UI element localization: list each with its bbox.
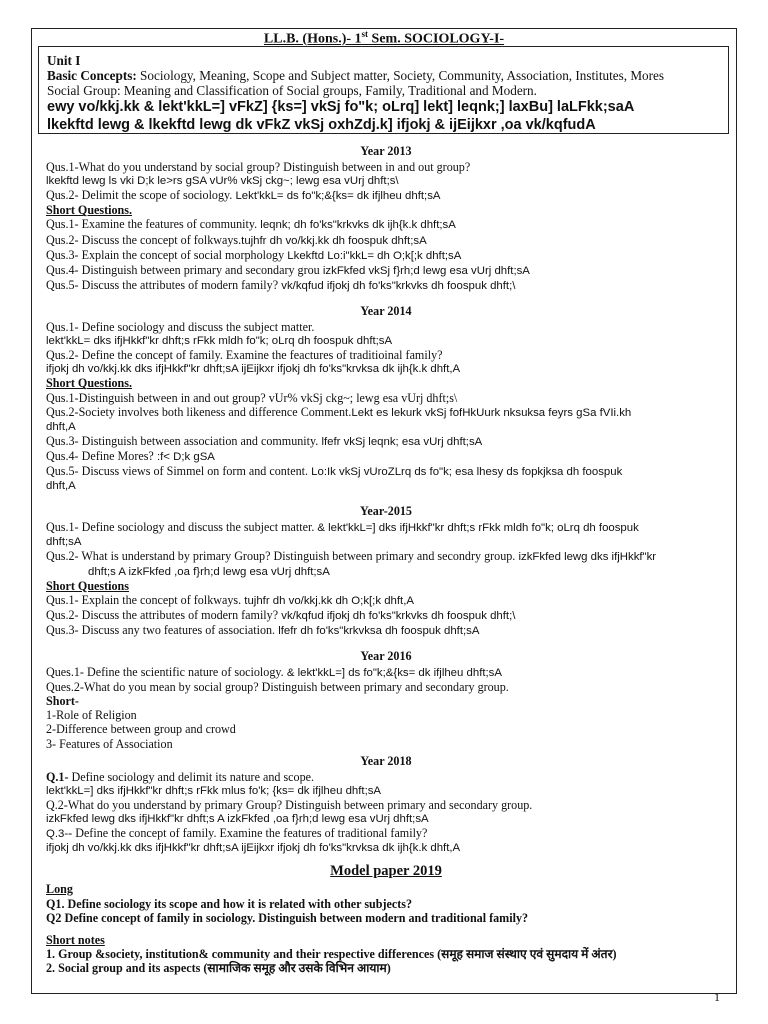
question: Ques.1- Define the scientific nature of sociology. & lekt'kkL=] ds fo"k;&{ks= dk ifjlheu dhft;sA <box>46 665 502 680</box>
question: Qus.2- Discuss the concept of folkways.tujhfr dh vo/kkj.kk dh foospuk dhft;sA <box>46 232 427 247</box>
question: Qus.5- Discuss the attributes of modern family? vk/kqfud ifjokj dh fo'ks"krkvks dh foospuk dhft;\ <box>46 277 516 292</box>
question-content <box>46 141 726 975</box>
list-item: 2-Difference between group and crowd <box>46 722 236 737</box>
question: Qus.1-What do you understand by social group? Distinguish between in and out group? <box>46 160 471 175</box>
basic-concepts-line: Basic Concepts: Sociology, Meaning, Scope and Subject matter, Society, Community, Association, Institutes, Mores <box>47 68 665 83</box>
hindi-basic-concepts: ewy vo/kkj.kk & lekt'kkL=] vFkZ] {ks=] vkSj fo"k; oLrq] lekt] leqnk;] laxBu] laLFkk;saA <box>47 99 635 115</box>
question: Qus.1- Define sociology and discuss the subject matter. <box>46 320 315 335</box>
short-questions-heading: Short Questions <box>46 578 129 593</box>
year-heading-2015: Year-2015 <box>360 504 412 519</box>
short-note: 1. Group &society, institution& community and their respective differences (समूह समाज संस्थाए एवं सुमदाय में अंतर) <box>46 946 617 961</box>
question: Qus.2-Society involves both likeness and difference Comment.Lekt es lekurk vkSj fofHkUurk nksuksa feyrs gSa fVIi.kh <box>46 404 632 419</box>
model-paper-title: Model paper 2019 <box>330 863 442 880</box>
short-notes-heading: Short notes <box>46 932 105 947</box>
short-heading: Short- <box>46 694 79 709</box>
question-hindi: dhft;s A izkFkfed ,oa f}rh;d lewg esa vUrj dhft;sA <box>88 565 330 578</box>
question: Qus.1- Explain the concept of folkways. tujhfr dh vo/kkj.kk dh O;k[;k dhft,A <box>46 592 414 607</box>
question: Qus.1- Examine the features of community. leqnk; dh fo'ks"krkvks dk ijh{k.k dhft;sA <box>46 217 456 232</box>
question: Q.3-- Define the concept of family. Examine the features of traditional family? <box>46 826 428 841</box>
unit-syllabus-box <box>38 46 729 134</box>
long-heading: Long <box>46 882 73 897</box>
question-hindi: izkFkfed lewg dks ifjHkkf"kr dhft;s A izkFkfed ,oa f}rh;d lewg esa vUrj dhft;sA <box>46 813 429 826</box>
question: Qus.3- Explain the concept of social morphology Lkekftd Lo:i"kkL= dh O;k[;k dhft;sA <box>46 247 462 262</box>
year-heading-2013: Year 2013 <box>360 144 412 158</box>
question: Qus.2- Define the concept of family. Examine the feactures of traditioinal family? <box>46 348 443 363</box>
question: Ques.2-What do you mean by social group? Distinguish between primary and secondary group. <box>46 680 509 695</box>
page-number: 1 <box>714 990 720 1004</box>
question-hindi: dhft;sA <box>46 536 82 549</box>
question: Qus.3- Distinguish between association and community. lfefr vkSj leqnk; esa vUrj dhft;sA <box>46 433 483 448</box>
question: Qus.1- Define sociology and discuss the subject matter. & lekt'kkL=] dks ifjHkkf"kr dhft;s rFkk mldh fo"k; oLrq dh foospuk <box>46 520 639 535</box>
question: Qus.2- Discuss the attributes of modern family? vk/kqfud ifjokj dh fo'ks"krkvks dh foospuk dhft;\ <box>46 607 516 622</box>
question: Qus.4- Define Mores? :f< D;k gSA <box>46 448 215 463</box>
question: Qus.2- What is understand by primary Group? Distinguish between primary and secondry group. izkFkfed lewg dks ifjHkkf"kr <box>46 549 657 564</box>
social-group-line: Social Group: Meaning and Classification of Social groups, Family, Traditional and Modern. <box>47 83 537 98</box>
list-item: 3- Features of Association <box>46 736 173 751</box>
question: Qus.5- Discuss views of Simmel on form and content. Lo:Ik vkSj vUroZLrq ds fo"k; esa lhesy ds fopkjksa dh foospuk <box>46 463 623 478</box>
question: Qus.4- Distinguish between primary and secondary grou izkFkfed vkSj f}rh;d lewg esa vUrj dhft;sA <box>46 262 530 277</box>
question: Q.1- Define sociology and delimit its nature and scope. <box>46 769 315 784</box>
unit-heading: Unit I <box>47 53 81 68</box>
short-questions-heading: Short Questions. <box>46 376 133 391</box>
question-hindi: ifjokj dh vo/kkj.kk dks ifjHkkf"kr dhft;sA ijEijkxr ifjokj dh fo'ks"krvksa dk ijh{k.k dhft,A <box>46 842 461 855</box>
question: Q2 Define concept of family in sociology. Distinguish between modern and traditional family? <box>46 910 529 925</box>
question-hindi: dhft,A <box>46 480 76 493</box>
year-heading-2018: Year 2018 <box>360 753 412 768</box>
list-item: 1-Role of Religion <box>46 708 137 723</box>
question-hindi: lekt'kkL= dks ifjHkkf"kr dhft;s rFkk mldh fo"k; oLrq dh foospuk dhft;sA <box>46 335 393 348</box>
year-heading-2014: Year 2014 <box>360 303 412 318</box>
short-note: 2. Social group and its aspects (सामाजिक समूह और उसके विभिन आयाम) <box>46 960 391 975</box>
question: Qus.3- Discuss any two features of association. lfefr dh fo'ks"krkvksa dh foospuk dhft;sA <box>46 622 480 637</box>
year-heading-2016: Year 2016 <box>360 649 412 663</box>
question: Q1. Define sociology its scope and how it is related with other subjects? <box>46 896 413 911</box>
hindi-social-group: lkekftd lewg & lkekftd lewg dk vFkZ vkSj oxhZdj.k] ifjokj & ijEijkxr ,oa vk/kqfudA <box>47 117 596 133</box>
question-hindi: ifjokj dh vo/kkj.kk dks ifjHkkf"kr dhft;sA ijEijkxr ifjokj dh fo'ks"krvksa dk ijh{k.k dhft,A <box>46 363 461 376</box>
question-hindi: dhft,A <box>46 420 76 433</box>
short-questions-heading: Short Questions. <box>46 203 133 218</box>
question: Qus.2- Delimit the scope of sociology. Lekt'kkL= ds fo"k;&{ks= dk ifjlheu dhft;sA <box>46 188 441 203</box>
page-title: LL.B. (Hons.)- 1st Sem. SOCIOLOGY-I- <box>263 29 505 47</box>
question: Q.2-What do you understand by primary Group? Distinguish between primary and secondary group. <box>46 797 533 812</box>
question-hindi: lekt'kkL=] dks ifjHkkf"kr dhft;s rFkk mlus fo'k; {ks= dk ifjlheu dhft;sA <box>46 784 382 797</box>
question-hindi: lkekftd lewg ls vki D;k le>rs gSA vUr% vkSj ckg~; lewg esa vUrj dhft;s\ <box>46 175 399 188</box>
question: Qus.1-Distinguish between in and out group? vUr% vkSj ckg~; lewg esa vUrj dhft;s\ <box>46 390 458 405</box>
